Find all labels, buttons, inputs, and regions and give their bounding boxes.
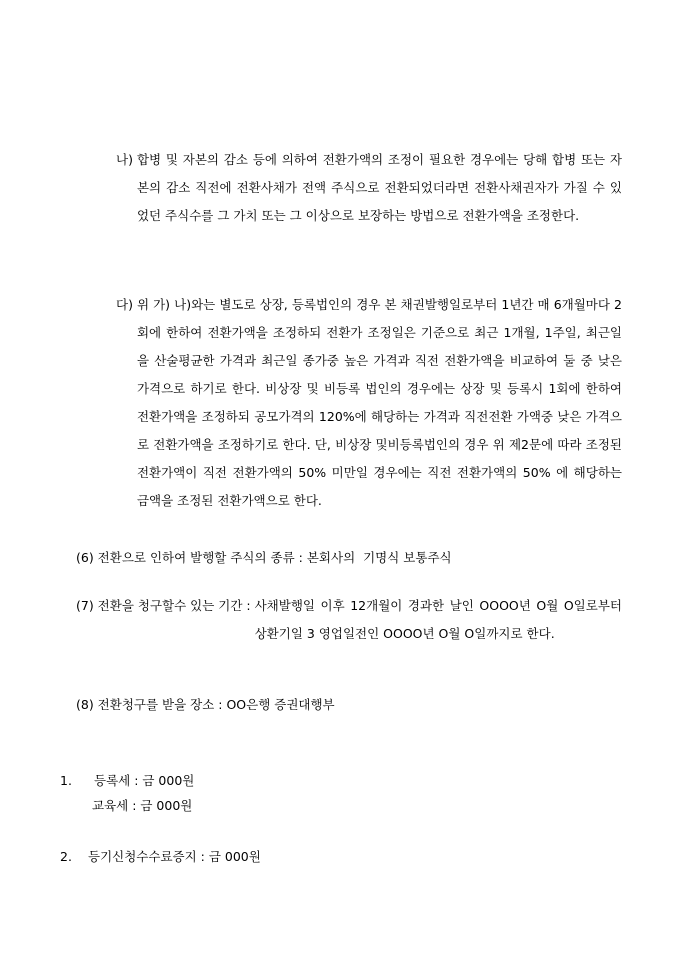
item-na-label: 나) [116, 152, 137, 167]
item-7 [76, 592, 622, 648]
item-6: (6) 전환으로 인하여 발행할 주식의 종류 : 본회사의 기명식 보통주식 [76, 550, 452, 565]
item-da-text: 위 가) 나)와는 별도로 상장, 등록법인의 경우 본 채권발행일로부터 1년간 매 6개월마다 2회에 한하여 전환가액을 조정하되 전환가 조정일은 기준으로 최근 1개월, 1주일, 최근일을 산술평균한 가격과 최근일 종가중 높은 가격과 직전 전환가액을 비교하여 둘 중 낮은 가격으로 하기로 한다. 비상장 및 비등록 법인의 경우에는 상장 및 등록시 1회에 한하여 전환가액을 조정하되 공모가격의 120%에 해당하는 가격과 직전전환 가액중 낮은 가격으로 전환가액을 조정하기로 한다. 단, 비상장 및비등록법인의 경우 위 제2문에 따라 조정된 전환가액이 직전 전환가액의 50% 미만일 경우에는 직전 전환가액의 50% 에 해당하는 금액을 조정된 전환가액으로 한다. [136, 297, 622, 508]
fee-number-1: 1. [60, 773, 72, 788]
education-tax: 교육세 : 금 000원 [92, 798, 193, 813]
item-7-label: (7) 전환을 청구할수 있는 기간 : [76, 598, 255, 613]
fee-number-2: 2. [60, 849, 72, 864]
item-na-text: 합병 및 자본의 감소 등에 의하여 전환가액의 조정이 필요한 경우에는 당해 합병 또는 자본의 감소 직전에 전환사채가 전액 주식으로 전환되었더라면 전환사채권자가 가질 수 있었던 주식수를 그 가치 또는 그 이상으로 보장하는 방법으로 전환가액을 조정한다. [136, 152, 622, 223]
item-da-label: 다) [116, 297, 137, 312]
item-da [116, 291, 622, 515]
item-na [116, 146, 622, 230]
item-8: (8) 전환청구를 받을 장소 : OO은행 증권대행부 [76, 697, 335, 712]
registration-stamp-fee: 등기신청수수료증지 : 금 000원 [88, 849, 261, 864]
registration-tax: 등록세 : 금 000원 [94, 773, 195, 788]
item-7-text: 사채발행일 이후 12개월이 경과한 날인 OOOO년 O월 O일로부터 상환기일 3 영업일전인 OOOO년 O월 O일까지로 한다. [254, 598, 622, 641]
